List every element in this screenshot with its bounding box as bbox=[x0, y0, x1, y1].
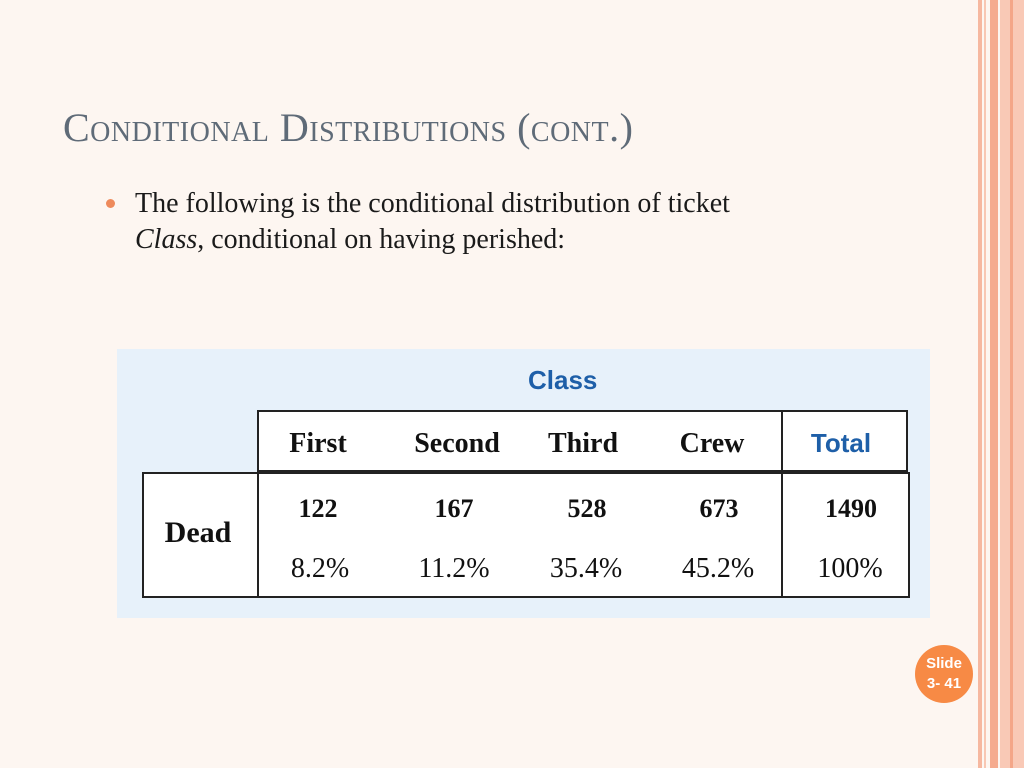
bullet-text-italic: Class bbox=[135, 224, 198, 255]
column-header-third: Third bbox=[547, 428, 619, 459]
table-divider bbox=[781, 410, 783, 598]
table-group-label: Class bbox=[528, 365, 598, 395]
slide-number-badge bbox=[915, 645, 973, 703]
decorative-stripe bbox=[978, 0, 982, 768]
count-first: 122 bbox=[298, 494, 338, 523]
decorative-stripe bbox=[990, 0, 998, 768]
bullet-text-main: The following is the conditional distribution of ticket bbox=[135, 188, 730, 219]
percent-total: 100% bbox=[817, 553, 883, 584]
row-label-dead: Dead bbox=[164, 516, 232, 549]
column-header-second: Second bbox=[414, 428, 500, 459]
slide-title: Conditional Distributions (cont.) bbox=[63, 105, 634, 150]
bullet-text-rest: , conditional on having perished: bbox=[197, 224, 566, 255]
column-header-total: Total bbox=[810, 428, 872, 458]
bullet-text bbox=[135, 186, 895, 258]
percent-third: 35.4% bbox=[549, 553, 623, 584]
slide-number-value: 3- 41 bbox=[926, 675, 962, 692]
column-header-crew: Crew bbox=[679, 428, 745, 459]
count-second: 167 bbox=[434, 494, 474, 523]
bullet-icon bbox=[106, 199, 115, 208]
slide-number-label: Slide bbox=[926, 655, 962, 672]
percent-first: 8.2% bbox=[290, 553, 350, 584]
percent-crew: 45.2% bbox=[681, 553, 755, 584]
percent-second: 11.2% bbox=[418, 553, 490, 584]
decorative-stripe bbox=[984, 0, 986, 768]
column-header-first: First bbox=[289, 428, 347, 459]
count-crew: 673 bbox=[699, 494, 739, 523]
count-total: 1490 bbox=[825, 494, 877, 523]
count-third: 528 bbox=[567, 494, 607, 523]
table-divider bbox=[257, 472, 259, 598]
decorative-stripe bbox=[1010, 0, 1013, 768]
